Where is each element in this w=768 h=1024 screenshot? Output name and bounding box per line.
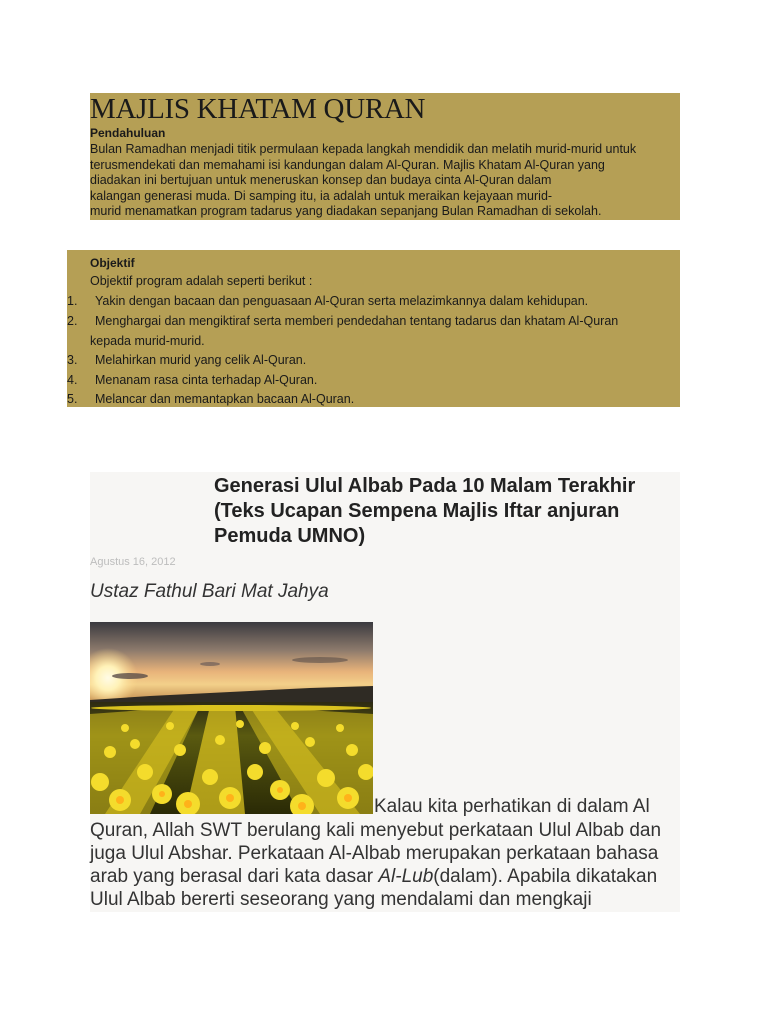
- objective-item: [67, 313, 618, 329]
- intro-line: diadakan ini bertujuan untuk meneruskan konsep dan budaya cinta Al-Quran dalam: [90, 173, 552, 187]
- objective-text: Melancar dan memantapkan bacaan Al-Quran.: [95, 392, 355, 406]
- objectives-lead: Objektif program adalah seperti berikut :: [90, 274, 313, 288]
- objective-number: 4.: [67, 373, 78, 387]
- body-text-segment: (dalam). Apabila dikatakan: [433, 866, 658, 887]
- blog-post-title[interactable]: [214, 474, 674, 549]
- objective-number: 3.: [67, 353, 78, 367]
- body-line: [90, 865, 690, 888]
- intro-heading: Pendahuluan: [90, 126, 166, 140]
- blog-title-line: Generasi Ulul Albab Pada 10 Malam Terakhir: [214, 475, 636, 497]
- blog-title-line: (Teks Ucapan Sempena Majlis Iftar anjuran: [214, 500, 620, 522]
- blog-post-author: Ustaz Fathul Bari Mat Jahya: [90, 581, 329, 602]
- body-line: Ulul Albab bererti seseorang yang mendalami dan mengkaji: [90, 889, 592, 910]
- intro-line: Bulan Ramadhan menjadi titik permulaan kepada langkah mendidik dan melatih murid-murid untuk: [90, 142, 637, 156]
- objective-text: Yakin dengan bacaan dan penguasaan Al-Quran serta melazimkannya dalam kehidupan.: [95, 294, 589, 308]
- intro-line: kalangan generasi muda. Di samping itu, ia adalah untuk meraikan kejayaan murid-: [90, 188, 553, 203]
- body-line: Quran, Allah SWT berulang kali menyebut perkataan Ulul Albab dan: [90, 820, 662, 841]
- objective-number: 2.: [67, 314, 78, 328]
- body-line: juga Ulul Abshar. Perkataan Al-Albab merupakan perkataan bahasa: [90, 843, 659, 864]
- body-text-segment: arab yang berasal dari kata dasar: [90, 866, 379, 887]
- intro-line: terusmendekati dan memahami isi kandungan dalam Al-Quran. Majlis Khatam Al-Quran yang: [90, 157, 605, 172]
- objectives-heading: Objektif: [90, 256, 135, 270]
- page-title: MAJLIS KHATAM QURAN: [90, 93, 426, 125]
- objective-item: [67, 352, 306, 368]
- objective-text: Menghargai dan mengiktiraf serta memberi pendedahan tentang tadarus dan khatam Al-Quran: [95, 314, 619, 328]
- blog-post-date: Agustus 16, 2012: [90, 556, 176, 568]
- daffodil-field-photo: [90, 622, 373, 814]
- body-line: Kalau kita perhatikan di dalam Al: [374, 796, 650, 817]
- intro-paragraph: [90, 142, 680, 220]
- objective-item: [67, 372, 317, 388]
- objective-continuation: kepada murid-murid.: [90, 334, 205, 348]
- objective-item: [67, 293, 588, 309]
- objective-item: [67, 391, 354, 407]
- objective-text: Menanam rasa cinta terhadap Al-Quran.: [95, 373, 318, 387]
- objective-number: 1.: [67, 294, 78, 308]
- blog-title-line: Pemuda UMNO): [214, 525, 366, 547]
- objective-number: 5.: [67, 392, 78, 406]
- objective-text: Melahirkan murid yang celik Al-Quran.: [95, 353, 307, 367]
- body-text-emphasis: Al-Lub: [378, 866, 434, 887]
- intro-line: murid menamatkan program tadarus yang diadakan sepanjang Bulan Ramadhan di sekolah.: [90, 204, 602, 218]
